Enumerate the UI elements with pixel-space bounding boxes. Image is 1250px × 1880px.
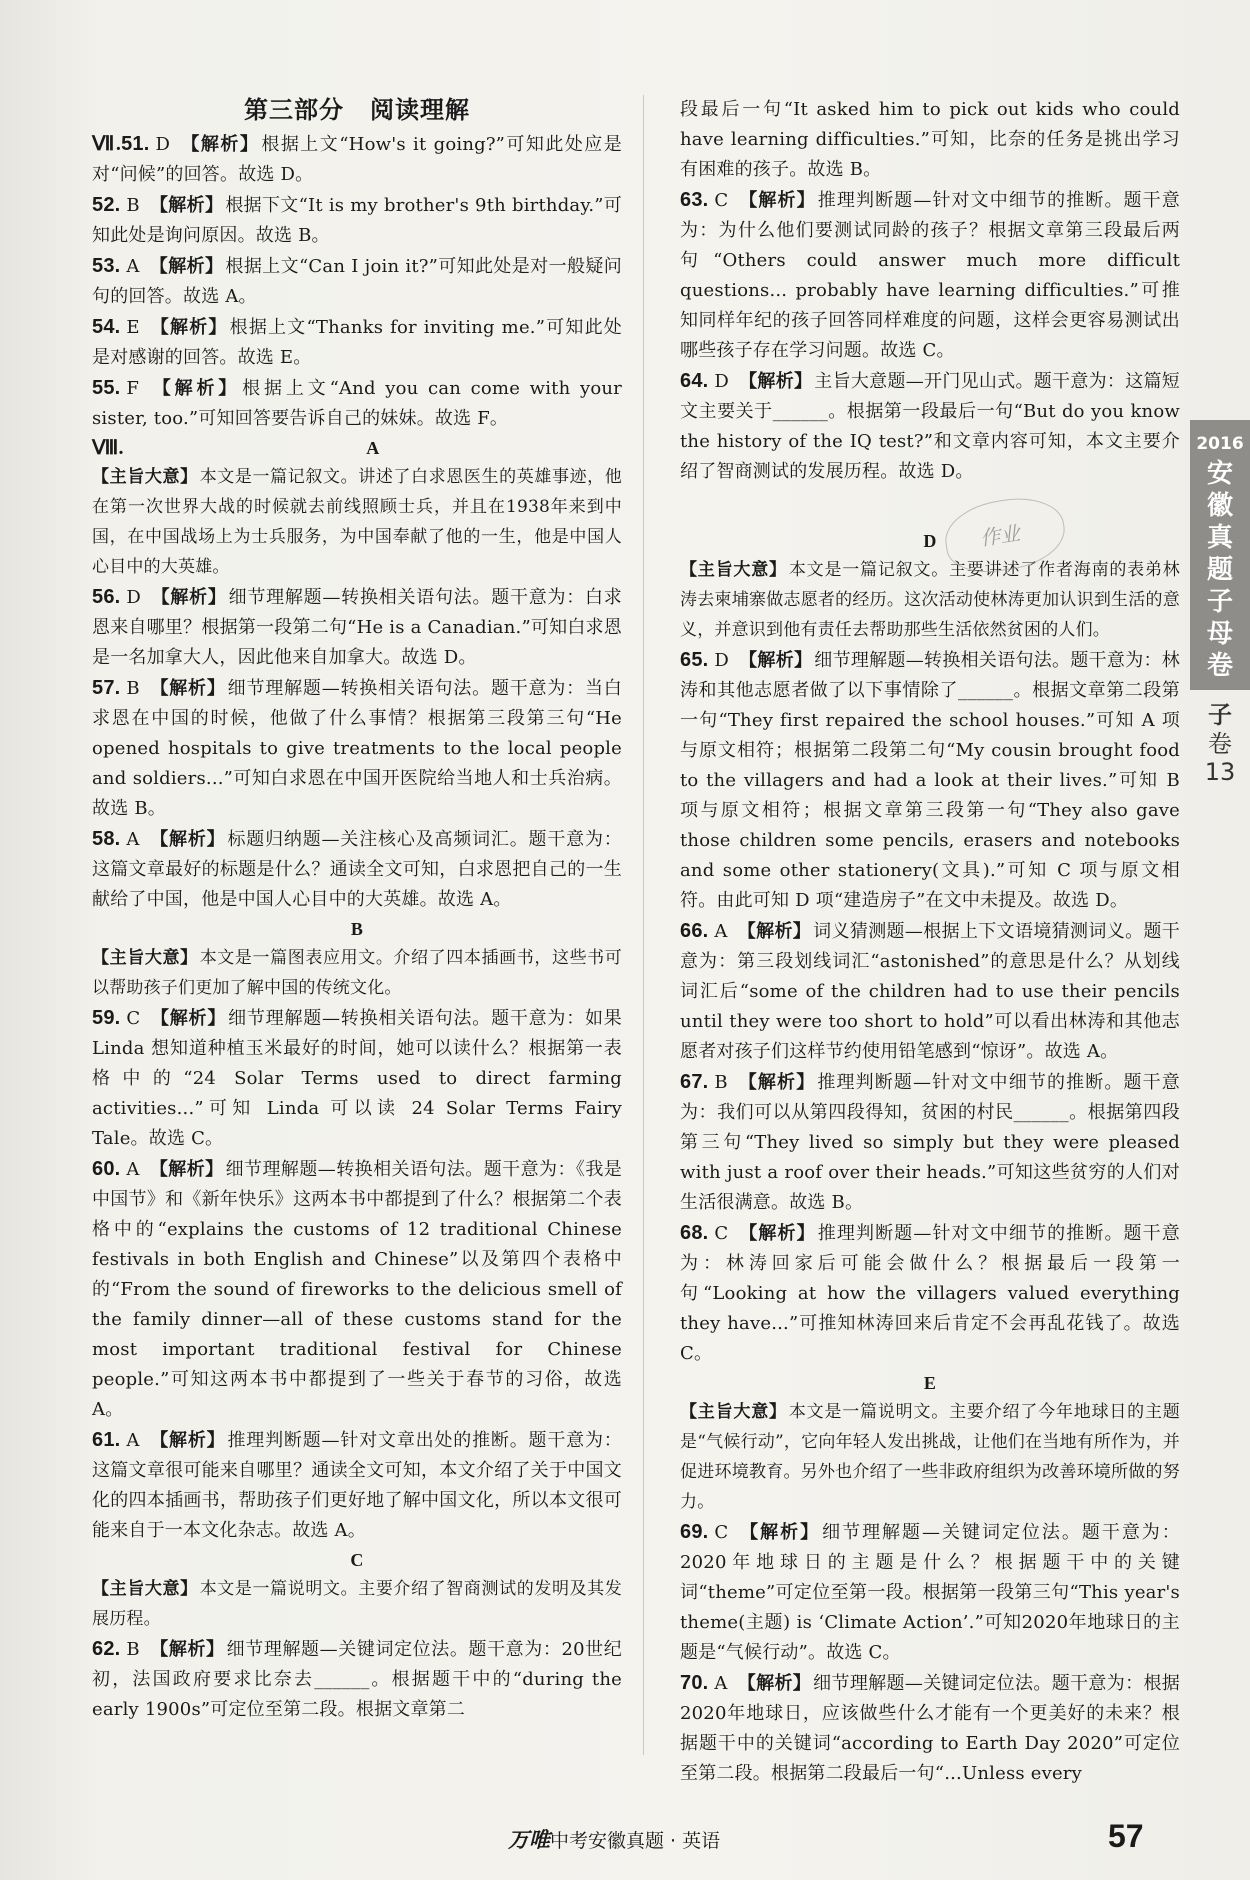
analysis-text: 细节理解题—转换相关语句法。题干意为：林涛和其他志愿者做了以下事情除了______。根据文章第二段第一句“They first repaired the school houses.”可知 A 项与原文相符；根据第二段第二句“My cousin brought food to the villagers and had a look at their lives.”可知 B 项与原文相符；根据文章第三段第一句“They also gave those children some pencils, erasers and notebooks and some other stationery(文具).”可知 C 项与原文相符。由此可知 D 项“建造房子”在文中未提及。故选 D。	[680, 650, 1180, 911]
page-footer	[0, 1818, 1250, 1858]
sub-paper-zi: 子	[1208, 701, 1232, 729]
answer-letter: C	[714, 190, 729, 211]
analysis-text: 推理判断题—针对文章出处的推断。题干意为：这篇文章很可能来自哪里？通读全文可知，本文介绍了关于中国文化的四本插画书，帮助孩子们更好地了解中国文化，所以本文很可能来自于一本文化杂志。故选 A。	[92, 1430, 622, 1541]
analysis-tag: 【解析】	[737, 1072, 816, 1093]
passage-heading	[92, 1546, 622, 1574]
side-tab-year: 2016	[1196, 434, 1244, 454]
answer-letter: B	[126, 195, 140, 216]
analysis-tag: 【解析】	[738, 190, 816, 211]
analysis-text: 词义猜测题—根据上下文语境猜测词义。题干意为：第三段划线词汇“astonished”的意思是什么？从划线词汇后“some of the children had to use their pencils until they were too short to hold”可以看出林涛和其他志愿者对孩子们这样节约使用铅笔感到“惊讶”。故选 A。	[680, 921, 1180, 1062]
analysis-text: 推理判断题—针对文中细节的推断。题干意为：林涛回家后可能会做什么？根据最后一段第一句“Looking at how the villagers valued everything they have...”可推知林涛回来后肯定不会再乱花钱了。故选 C。	[680, 1223, 1180, 1364]
question-61	[92, 1425, 622, 1546]
analysis-text: 细节理解题—关键词定位法。题干意为：20世纪初，法国政府要求比奈去______。根据题干中的“during the early 1900s”可定位至第二段。根据文章第二	[92, 1639, 622, 1720]
analysis-tag: 【解析】	[149, 378, 241, 399]
analysis-tag: 【解析】	[738, 1522, 821, 1543]
passage-letter: C	[350, 1550, 364, 1570]
analysis-text: 根据上文“Thanks for inviting me.”可知此处是对感谢的回答。故选 E。	[92, 317, 622, 368]
analysis-text: 根据上文“How's it going?”可知此处应是对“问候”的回答。故选 D。	[92, 134, 622, 185]
question-number: 59.	[92, 1007, 121, 1029]
question-number: 56.	[92, 586, 121, 608]
answer-letter: C	[714, 1223, 729, 1244]
analysis-tag: 【解析】	[149, 256, 224, 277]
analysis-tag: 【解析】	[149, 1639, 225, 1660]
question-number: 57.	[92, 677, 121, 699]
side-tab-title	[1190, 458, 1250, 682]
answer-letter: D	[155, 134, 171, 155]
analysis-text: 主旨大意题—开门见山式。题干意为：这篇短文主要关于______。根据第一段最后一句“But do you know the history of the IQ test?”和文章内容可知，本文主要介绍了智商测试的发展历程。故选 D。	[680, 371, 1180, 482]
question-60	[92, 1154, 622, 1425]
sub-paper-number: 13	[1204, 758, 1236, 786]
analysis-tag: 【解析】	[149, 829, 226, 850]
summary-tag: 【主旨大意】	[92, 467, 198, 487]
question-number: 62.	[92, 1638, 121, 1660]
question-number: 52.	[92, 194, 121, 216]
answer-letter: D	[714, 650, 730, 671]
analysis-tag: 【解析】	[739, 371, 813, 392]
passage-summary	[92, 462, 622, 582]
analysis-text: 根据下文“It is my brother's 9th birthday.”可知此处是询问原因。故选 B。	[92, 195, 622, 246]
analysis-text: 推理判断题—针对文中细节的推断。题干意为：为什么他们要测试同龄的孩子？根据文章第三段最后两句“Others could answer much more difficult questions... probably have learning difficulties.”可推知同样年纪的孩子回答同样难度的问题，这样会更容易测试出哪些孩子存在学习问题。故选 C。	[680, 190, 1180, 361]
question-number: 67.	[680, 1071, 709, 1093]
question-number: 51.	[121, 133, 150, 155]
side-tab	[1190, 420, 1250, 690]
analysis-text: 细节理解题—转换相关语句法。题干意为：白求恩来自哪里？根据第一段第二句“He is a Canadian.”可知白求恩是一名加拿大人，因此他来自加拿大。故选 D。	[92, 587, 622, 668]
summary-tag: 【主旨大意】	[680, 1402, 787, 1422]
answer-letter: B	[126, 1639, 140, 1660]
sub-paper-juan: 卷	[1208, 730, 1232, 758]
right-column	[680, 95, 1180, 1789]
question-59	[92, 1003, 622, 1154]
answer-letter: A	[126, 256, 140, 277]
analysis-tag: 【解析】	[151, 587, 227, 608]
section-roman: Ⅷ.	[92, 437, 124, 459]
analysis-text: 推理判断题—针对文中细节的推断。题干意为：我们可以从第四段得知，贫困的村民______。根据第四段第三句“They lived so simply but they were pleased with just a roof over their heads.”可知这些贫穷的人们对生活很满意。故选 B。	[680, 1072, 1180, 1213]
analysis-tag: 【解析】	[149, 195, 224, 216]
question-63	[680, 185, 1180, 366]
continued-text: 段最后一句“It asked him to pick out kids who could have learning difficulties.”可知，比奈的任务是挑出学习有困难的孩子。故选 B。	[680, 99, 1180, 180]
question-54	[92, 312, 622, 373]
question-51	[92, 129, 622, 190]
question-53	[92, 251, 622, 312]
passage-heading	[92, 434, 622, 462]
analysis-tag: 【解析】	[149, 678, 226, 699]
summary-tag: 【主旨大意】	[680, 560, 787, 580]
side-tab-char: 子	[1206, 587, 1233, 617]
question-number: 69.	[680, 1521, 709, 1543]
column-divider	[643, 95, 644, 1755]
analysis-text: 细节理解题—转换相关语句法。题干意为：《我是中国节》和《新年快乐》这两本书中都提到了什么？根据第二个表格中的“explains the customs of 12 traditional Chinese festivals in both English and Chinese”以及第四个表格中的“From the sound of fireworks to the delicious smell of the family dinner—all of these customs stand for the most important traditional festival for Chinese people.”可知这两本书中都提到了一些关于春节的习俗，故选 A。	[92, 1159, 622, 1420]
question-64	[680, 366, 1180, 487]
section-title-part: 第三部分	[244, 96, 344, 124]
question-52	[92, 190, 622, 251]
section-title-name: 阅读理解	[370, 96, 470, 124]
question-68	[680, 1218, 1180, 1369]
question-number: 61.	[92, 1429, 121, 1451]
question-number: 54.	[92, 316, 121, 338]
question-number: 64.	[680, 370, 709, 392]
side-tab-char: 题	[1206, 555, 1233, 585]
summary-text: 本文是一篇说明文。主要介绍了今年地球日的主题是“气候行动”，它向年轻人发出挑战，让他们在当地有所作为，并促进环境教育。另外也介绍了一些非政府组织为改善环境所做的努力。	[680, 1402, 1180, 1512]
answer-letter: D	[714, 371, 730, 392]
analysis-text: 细节理解题—转换相关语句法。题干意为：如果 Linda 想知道种植玉米最好的时间，她可以读什么？根据第一表格中的“24 Solar Terms used to direct farming activities...”可知 Linda 可以读 24 Solar Terms Fairy Tale。故选 C。	[92, 1008, 622, 1149]
analysis-text: 细节理解题—关键词定位法。题干意为：2020年地球日的主题是什么？根据题干中的关键词“theme”可定位至第一段。根据第一段第三句“This year's theme(主题) is ‘Climate Action’.”可知2020年地球日的主题是“气候行动”。故选 C。	[680, 1522, 1180, 1663]
analysis-text: 根据上文“And you can come with your sister, too.”可知回答要告诉自己的妹妹。故选 F。	[92, 378, 622, 429]
passage-letter: E	[923, 1373, 937, 1393]
footer-brand: 万唯中考安徽真题 · 英语	[508, 1828, 721, 1852]
passage-heading	[92, 915, 622, 943]
analysis-tag: 【解析】	[738, 1223, 816, 1244]
question-56	[92, 582, 622, 673]
analysis-text: 根据上文“Can I join it?”可知此处是对一般疑问句的回答。故选 A。	[92, 256, 622, 307]
question-66	[680, 916, 1180, 1067]
passage-heading	[680, 1369, 1180, 1397]
question-number: 65.	[680, 649, 709, 671]
question-number: 63.	[680, 189, 709, 211]
summary-text: 本文是一篇说明文。主要介绍了智商测试的发明及其发展历程。	[92, 1579, 622, 1629]
question-62	[92, 1634, 622, 1725]
side-tab-char: 徽	[1206, 491, 1233, 521]
answer-letter: D	[126, 587, 142, 608]
question-number: 60.	[92, 1158, 121, 1180]
analysis-tag: 【解析】	[150, 1008, 227, 1029]
analysis-tag: 【解析】	[149, 1430, 226, 1451]
handwritten-stamp: 作业	[941, 492, 1070, 578]
question-65	[680, 645, 1180, 916]
question-58	[92, 824, 622, 915]
analysis-tag: 【解析】	[739, 650, 813, 671]
passage-heading	[680, 527, 1180, 555]
analysis-text: 细节理解题—转换相关语句法。题干意为：当白求恩在中国的时候，他做了什么事情？根据第三段第三句“He opened hospitals to give treatments to the local people and soldiers...”可知白求恩在中国开医院给当地人和士兵治病。故选 B。	[92, 678, 622, 819]
question-number: 55.	[92, 377, 121, 399]
summary-tag: 【主旨大意】	[92, 1579, 198, 1599]
answer-letter: A	[126, 1159, 140, 1180]
side-tab-char: 卷	[1206, 651, 1233, 681]
analysis-tag: 【解析】	[180, 134, 260, 155]
answer-letter: A	[714, 921, 728, 942]
question-69	[680, 1517, 1180, 1668]
left-column	[92, 95, 622, 1725]
side-tab-char: 母	[1206, 619, 1233, 649]
answer-letter: B	[126, 678, 140, 699]
question-67	[680, 1067, 1180, 1218]
passage-letter: B	[350, 919, 364, 939]
analysis-tag: 【解析】	[149, 317, 228, 338]
question-70	[680, 1668, 1180, 1789]
passage-summary	[92, 1574, 622, 1634]
question-55	[92, 373, 622, 434]
question-57	[92, 673, 622, 824]
answer-letter: A	[126, 829, 140, 850]
analysis-tag: 【解析】	[737, 921, 812, 942]
passage-letter: A	[366, 438, 380, 458]
sub-paper-label	[1190, 700, 1250, 786]
analysis-text: 标题归纳题—关注核心及高频词汇。题干意为：这篇文章最好的标题是什么？通读全文可知，白求恩把自己的一生献给了中国，他是中国人心目中的大英雄。故选 A。	[92, 829, 622, 910]
answer-letter: C	[714, 1522, 729, 1543]
passage-letter: D	[923, 531, 937, 551]
passage-summary	[92, 943, 622, 1003]
answer-letter: B	[714, 1072, 728, 1093]
answer-letter: A	[714, 1673, 728, 1694]
summary-text: 本文是一篇记叙文。主要讲述了作者海南的表弟林涛去柬埔寨做志愿者的经历。这次活动使林涛更加认识到生活的意义，并意识到他有责任去帮助那些生活依然贫困的人们。	[680, 560, 1180, 640]
side-tab-char: 安	[1206, 459, 1233, 489]
question-number: 58.	[92, 828, 121, 850]
answer-letter: E	[126, 317, 140, 338]
section-title	[92, 93, 622, 127]
analysis-tag: 【解析】	[149, 1159, 224, 1180]
answer-letter: F	[126, 378, 140, 399]
page-number: 57	[1108, 1818, 1144, 1854]
summary-text: 本文是一篇图表应用文。介绍了四本插画书，这些书可以帮助孩子们更加了解中国的传统文化。	[92, 948, 622, 998]
summary-text: 本文是一篇记叙文。讲述了白求恩医生的英雄事迹，他在第一次世界大战的时候就去前线照顾士兵，并且在1938年来到中国，在中国战场上为士兵服务，为中国奉献了他的一生，他是中国人心目中的大英雄。	[92, 467, 622, 577]
question-number: 66.	[680, 920, 709, 942]
answer-letter: C	[126, 1008, 141, 1029]
passage-summary	[680, 1397, 1180, 1517]
section-roman: Ⅶ.	[92, 133, 122, 155]
analysis-tag: 【解析】	[737, 1673, 812, 1694]
summary-tag: 【主旨大意】	[92, 948, 198, 968]
question-number: 68.	[680, 1222, 709, 1244]
analysis-text: 细节理解题—关键词定位法。题干意为：根据2020年地球日，应该做些什么才能有一个更美好的未来？根据题干中的关键词“according to Earth Day 2020”可定位至第二段。根据第二段最后一句“...Unless every	[680, 1673, 1180, 1784]
answer-letter: A	[126, 1430, 140, 1451]
question-number: 53.	[92, 255, 121, 277]
question-number: 70.	[680, 1672, 709, 1694]
side-tab-char: 真	[1206, 523, 1233, 553]
passage-summary	[680, 555, 1180, 645]
